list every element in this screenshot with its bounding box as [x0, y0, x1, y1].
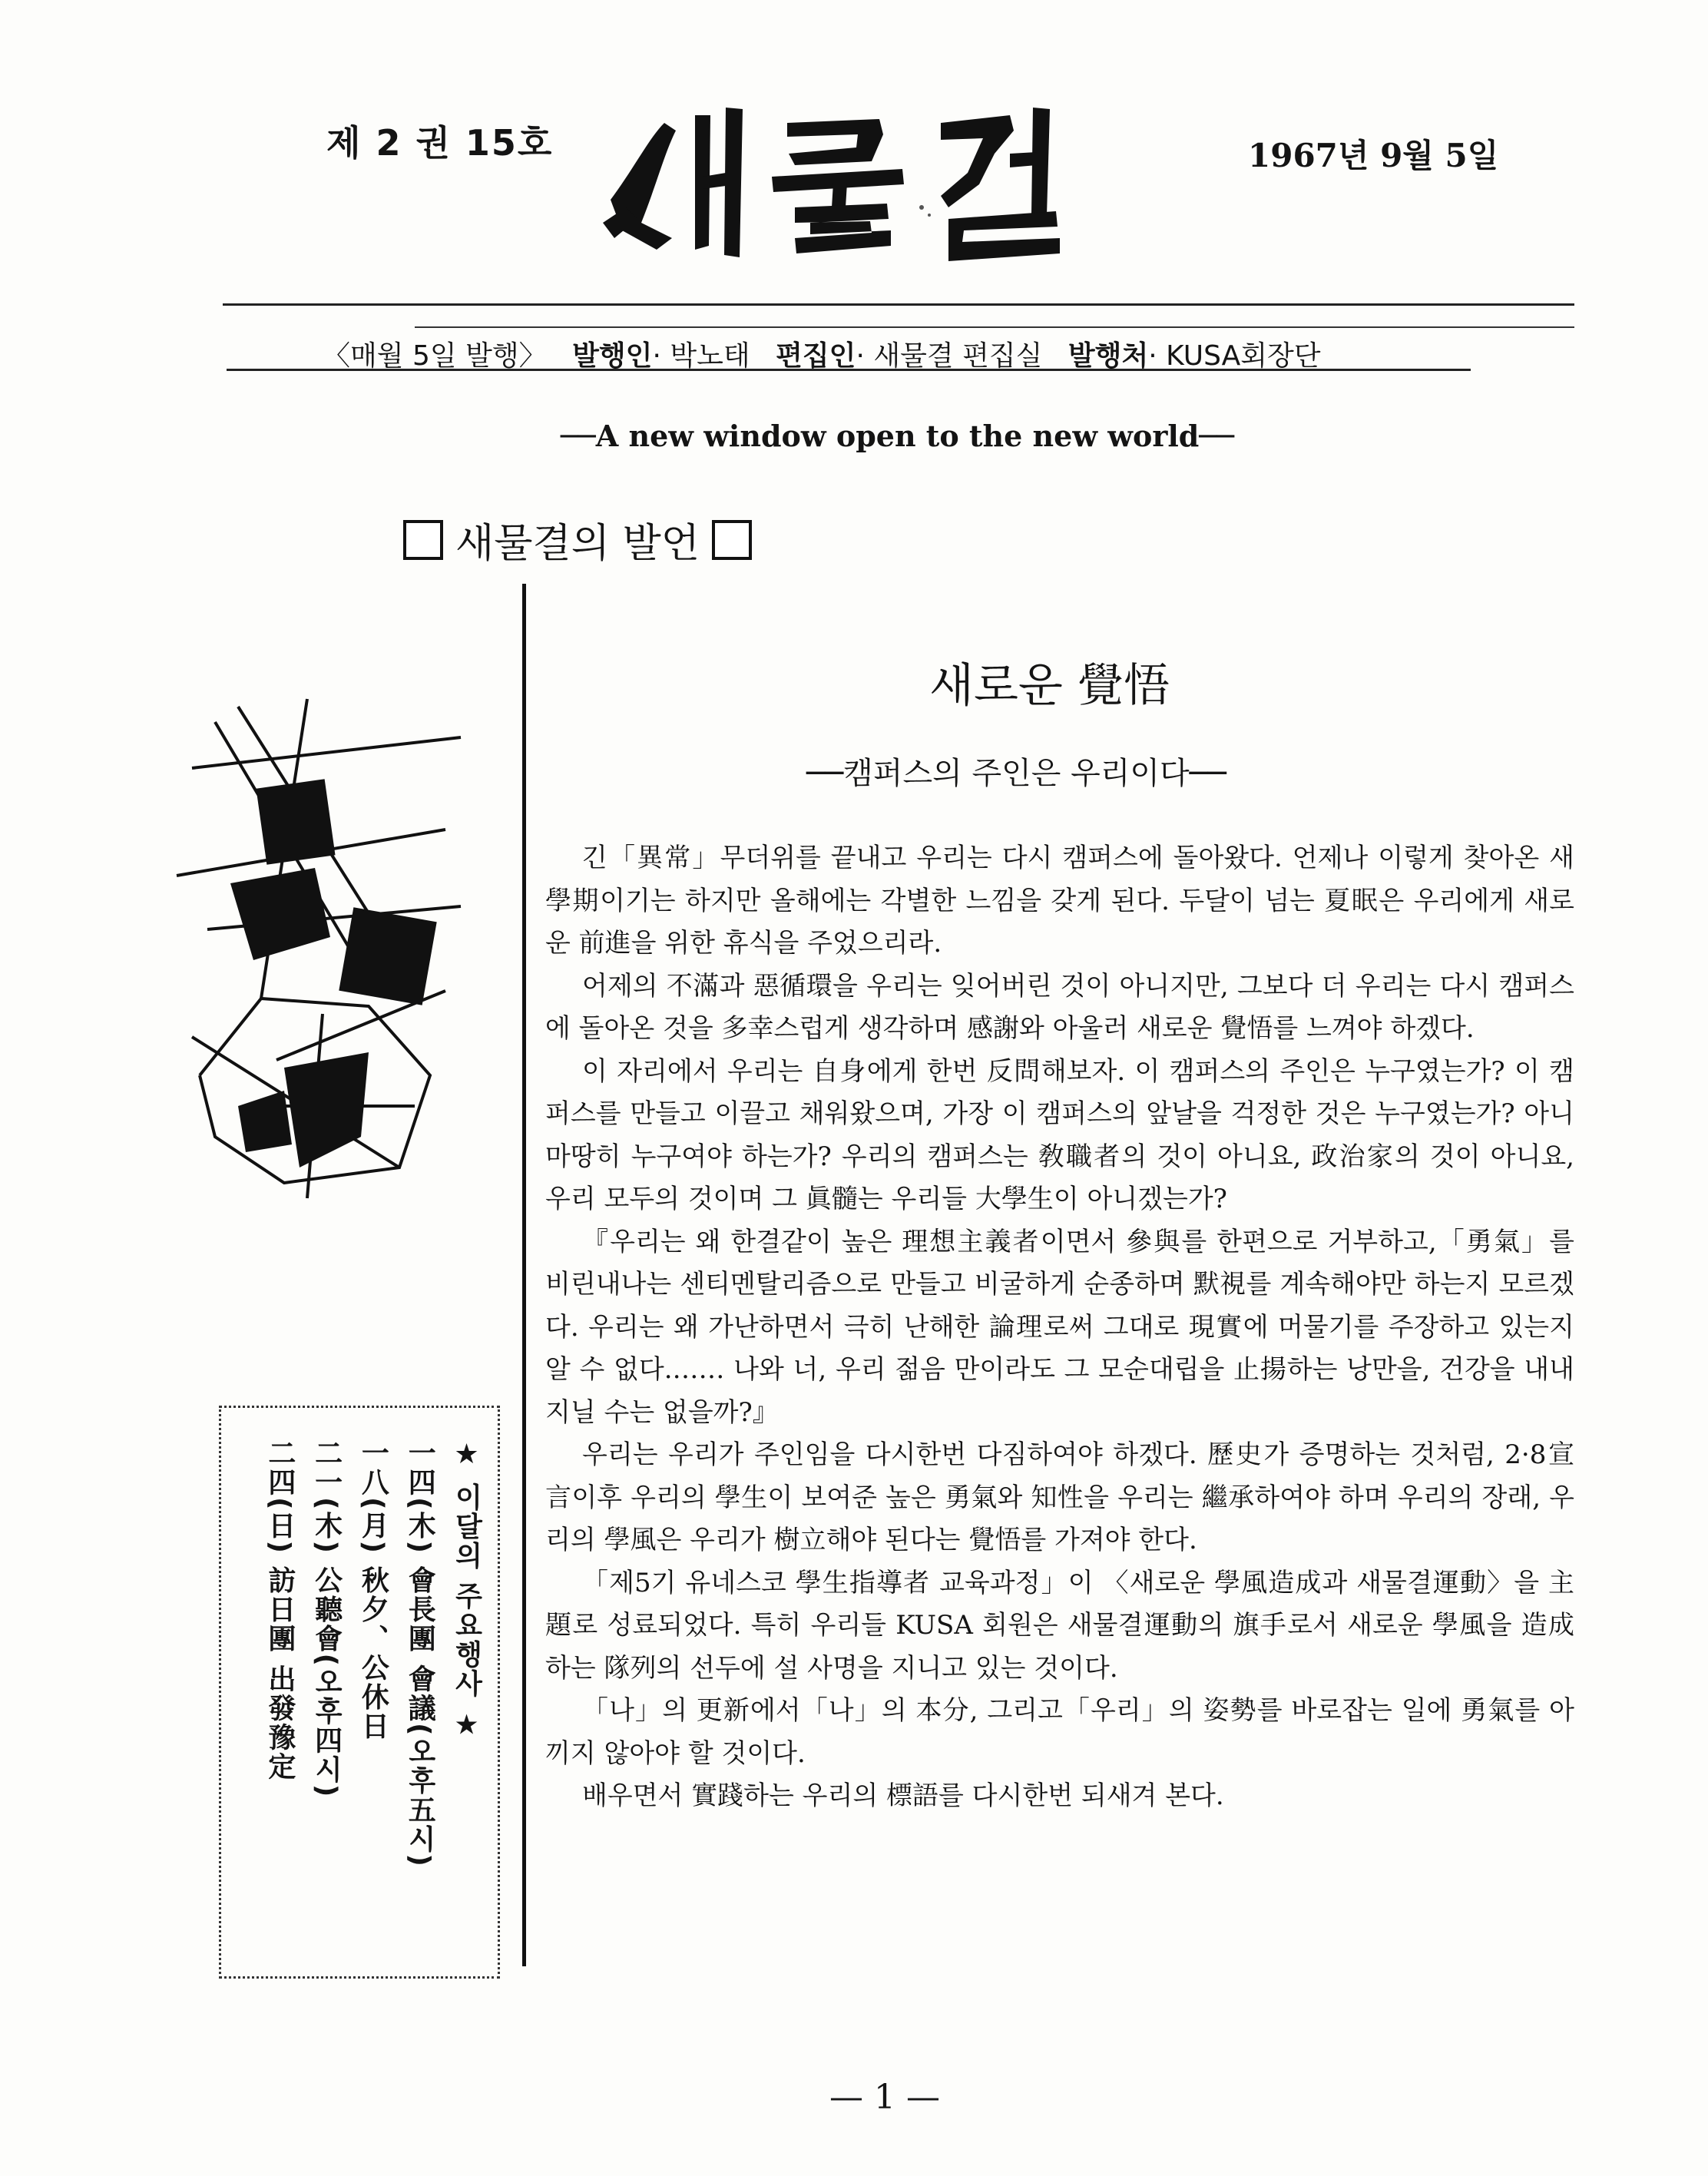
events-list: [261, 1439, 484, 1868]
imprint-line: [323, 334, 1338, 373]
motto: ──A new window open to the new world──: [561, 419, 1235, 453]
publisher-name: · 박노태: [652, 340, 750, 372]
column-divider: [522, 584, 526, 1966]
page-number: — 1 —: [829, 2078, 940, 2117]
issue-volume-number: 제 2 권 15호: [326, 122, 554, 164]
editor-name: · 새물결 편집실: [856, 340, 1043, 372]
office-label: 발행처: [1068, 340, 1149, 372]
header-rule-top: [223, 303, 1574, 306]
article-paragraph: 어제의 不滿과 惡循環을 우리는 잊어버린 것이 아니지만, 그보다 더 우리는 다시 캠퍼스에 돌아온 것을 多幸스럽게 생각하며 感謝와 아울러 새로운 覺悟를 느껴야 하겠다.: [545, 970, 1574, 1044]
article-paragraph: 배우면서 實踐하는 우리의 標語를 다시한번 되새겨 본다.: [582, 1780, 1224, 1811]
issue-date: 1967년 9월 5일: [1248, 137, 1499, 174]
events-heading: ★ 이달의 주요행사 ★: [451, 1439, 482, 1743]
event-item: 一八(月) 秋夕、公休日: [357, 1439, 389, 1741]
event-item: 二一(木) 公聽會(오후四시): [310, 1439, 343, 1799]
abstract-illustration: [169, 676, 476, 1214]
article-paragraph: 「나」의 更新에서「나」의 本分, 그리고「우리」의 姿勢를 바로잡는 일에 勇氣를 아끼지 않아야 할 것이다.: [545, 1695, 1574, 1769]
masthead-logo: [580, 92, 1117, 277]
section-title-text: 새물결의 발언: [455, 521, 700, 567]
header-rule-top-thin: [415, 326, 1574, 328]
article-paragraph: 긴「異常」무더위를 끝내고 우리는 다시 캠퍼스에 돌아왔다. 언제나 이렇게 찾아온 새 學期이기는 하지만 올해에는 각별한 느낌을 갖게 된다. 두달이 넘는 夏眠은 우리에게 새로운 前進을 위한 휴식을 주었으리라.: [545, 843, 1574, 959]
monthly-events-box: [219, 1406, 500, 1979]
article-body: [545, 837, 1574, 1818]
article-paragraph: 이 자리에서 우리는 自身에게 한번 反問해보자. 이 캠퍼스의 주인은 누구였는가? 이 캠퍼스를 만들고 이끌고 채워왔으며, 가장 이 캠퍼스의 앞날을 걱정한 것은 누구였는가? 아니 마땅히 누구여야 하는가? 우리의 캠퍼스는 敎職者의 것이 아니요, 政治家의 것이 아니요, 우리 모두의 것이며 그 眞髓는 우리들 大學生이 아니겠는가?: [545, 1055, 1574, 1214]
article-paragraph: 우리는 우리가 주인임을 다시한번 다짐하여야 하겠다. 歷史가 증명하는 것처럼, 2·8宣言이후 우리의 學生이 보여준 높은 勇氣와 知性을 우리는 繼承하여야 하며 우리의 장래, 우리의 學風은 우리가 樹立해야 된다는 覺悟를 가져야 한다.: [545, 1439, 1574, 1555]
header-rule-bottom: [227, 369, 1471, 371]
event-item: 一四(木) 會長團 會議(오후五시): [404, 1439, 436, 1868]
article-title: 새로운 覺悟: [929, 659, 1170, 713]
section-title: [403, 511, 752, 568]
article-paragraph: 『우리는 왜 한결같이 높은 理想主義者이면서 參與를 한편으로 거부하고,「勇氣」를 비린내나는 센티멘탈리즘으로 만들고 비굴하게 순종하며 默視를 계속해야만 하는지 모르겠다. 우리는 왜 가난하면서 극히 난해한 論理로써 그대로 現實에 머물기를 주장하고 있는지 알 수 없다.…… 나와 너, 우리 젊음 만이라도 그 모순대립을 止揚하는 낭만을, 건강을 내내 지닐 수는 없을까?』: [545, 1226, 1574, 1428]
event-item: 二四(日) 訪日團 出發豫定: [263, 1439, 296, 1781]
publisher-label: 발행인: [572, 340, 653, 372]
article-paragraph: 「제5기 유네스코 學生指導者 교육과정」이 〈새로운 學風造成과 새물결運動〉을 主題로 성료되었다. 특히 우리들 KUSA 회원은 새물결運動의 旗手로서 새로운 學風을 造成하는 隊列의 선두에 설 사명을 지니고 있는 것이다.: [545, 1567, 1574, 1684]
publication-frequency: 〈매월 5일 발행〉: [323, 340, 547, 372]
square-icon: [712, 520, 752, 560]
office-name: · KUSA회장단: [1148, 340, 1321, 372]
article-subtitle: ──캠퍼스의 주인은 우리이다──: [806, 756, 1226, 791]
editor-label: 편집인: [776, 340, 856, 372]
square-icon: [403, 520, 443, 560]
